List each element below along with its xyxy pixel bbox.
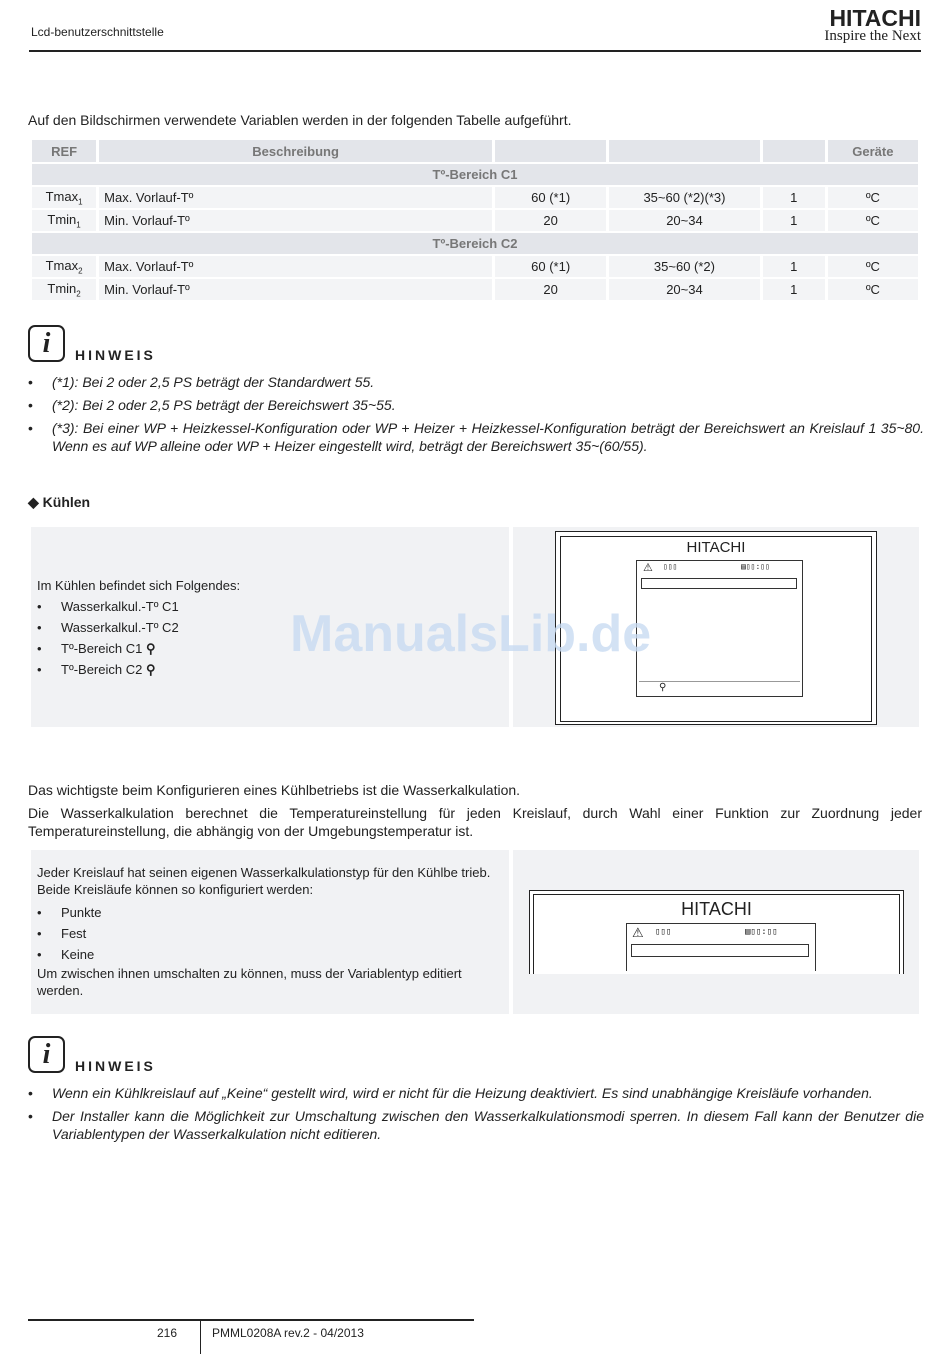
page-number: 216 (157, 1326, 178, 1340)
wrench-icon: ⚲ (145, 662, 156, 677)
default-cell: 60 (*1) (495, 187, 606, 208)
info-icon: i (28, 1036, 65, 1073)
hinweis-title: HINWEIS (75, 347, 156, 363)
wrench-icon: ⚲ (145, 641, 156, 656)
col-header-ref: REF (32, 140, 96, 162)
lcd-display (626, 923, 816, 971)
ref-cell: Tmax$_1$ (32, 187, 96, 208)
note-item: • Wenn ein Kühlkreislauf auf „Keine“ gestellt wird, wird er nicht für die Heizung deaktiviert. Es sind unabhängige Kreisläufe vorhanden. (28, 1085, 873, 1101)
kuehlen-items (37, 596, 240, 680)
table-row (32, 279, 918, 300)
brand-tagline: Inspire the Next (824, 28, 921, 44)
step-cell: 1 (763, 187, 825, 208)
range-cell: 35~60 (*2) (609, 256, 759, 277)
list-item: • Wasserkalkul.-Tº C2 (37, 620, 179, 635)
calc-type-items (37, 902, 497, 965)
lcd-display (636, 560, 803, 697)
list-item: • Keine (37, 947, 95, 962)
watermark: ManualsLib.de (290, 605, 652, 663)
selection-bar (641, 578, 797, 589)
segment-display-icon: ▯▯▯ (655, 927, 672, 937)
hitachi-logo (824, 6, 921, 44)
hinweis-notes (28, 1084, 924, 1148)
unit-cell: ºC (828, 256, 918, 277)
hinweis-notes (28, 373, 924, 460)
list-item: • Fest (37, 926, 87, 941)
col-header-default (495, 140, 606, 162)
note-item: • (*1): Bei 2 oder 2,5 PS beträgt der Standardwert 55. (28, 374, 375, 390)
section-title-c2: Tº-Bereich C2 (32, 233, 918, 254)
col-header-desc: Beschreibung (99, 140, 492, 162)
panel-intro: Jeder Kreislauf hat seinen eigenen Wasserkalkulationstyp für den Kühlbe trieb. Beide Kreisläufe können so konfiguriert werden: (37, 865, 491, 897)
list-item: • Tº-Bereich C2 ⚲ (37, 662, 156, 677)
table-header-row (32, 140, 918, 162)
default-cell: 20 (495, 279, 606, 300)
note-item: • Der Installer kann die Möglichkeit zur Umschaltung zwischen den Wasserkalkulationsmodi sperren. In diesem Fall kann der Benutzer die Variablentypen der Wasserkalkulation nicht editieren. (28, 1108, 924, 1142)
panel-outro: Um zwischen ihnen umschalten zu können, muss der Variablentyp editiert werden. (37, 966, 462, 998)
wasserkalkulation-text-panel (31, 850, 509, 1014)
unit-cell: ºC (828, 187, 918, 208)
default-cell: 20 (495, 210, 606, 231)
table-row (32, 187, 918, 208)
document-id: PMML0208A rev.2 - 04/2013 (212, 1326, 364, 1340)
ref-cell: Tmin$_1$ (32, 210, 96, 231)
info-icon: i (28, 325, 65, 362)
col-header-range (609, 140, 759, 162)
range-cell: 20~34 (609, 210, 759, 231)
step-cell: 1 (763, 279, 825, 300)
intro-text: Auf den Bildschirmen verwendete Variablen werden in der folgenden Tabelle aufgeführt. (28, 112, 572, 128)
range-cell: 35~60 (*2)(*3) (609, 187, 759, 208)
panel-intro: Im Kühlen befindet sich Folgendes: (37, 578, 241, 593)
table-section-row (32, 164, 918, 185)
col-header-step (763, 140, 825, 162)
clock-segment-icon: ▤▯▯:▯▯ (741, 562, 770, 571)
wasserkalkulation-screen-panel (513, 850, 919, 1014)
segment-display-icon: ▯▯▯ (663, 562, 678, 571)
desc-cell: Min. Vorlauf-Tº (99, 210, 492, 231)
default-cell: 60 (*1) (495, 256, 606, 277)
note-item: • (*3): Bei einer WP + Heizkessel-Konfiguration oder WP + Heizer + Heizkessel-Konfiguration beträgt der Bereichswert an Kreislauf 1 35~80. Wenn es auf WP alleine oder WP + Heizer eingestellt wird, beträgt der Bereichswert 35~(60/55). (28, 420, 924, 454)
section-title-c1: Tº-Bereich C1 (32, 164, 918, 185)
step-cell: 1 (763, 210, 825, 231)
brand-name: HITACHI (829, 5, 921, 31)
col-header-unit: Geräte (828, 140, 918, 162)
paragraph: Das wichtigste beim Konfigurieren eines Kühlbetriebs ist die Wasserkalkulation. (28, 782, 521, 798)
footer-divider (28, 1319, 474, 1321)
list-item: • Wasserkalkul.-Tº C1 (37, 599, 179, 614)
wrench-icon: ⚲ (659, 682, 667, 693)
unit-cell: ºC (828, 210, 918, 231)
hinweis-title: HINWEIS (75, 1058, 156, 1074)
controller-screen (529, 890, 904, 974)
table-row (32, 210, 918, 231)
paragraph: Die Wasserkalkulation berechnet die Temperatureinstellung für jeden Kreislauf, durch Wahl einer Funktion zur Zuordnung jeder Temperatureinstellung, die abhängig von der Umgebungstemperatur ist. (28, 805, 922, 839)
footer-separator (200, 1321, 201, 1354)
desc-cell: Max. Vorlauf-Tº (99, 187, 492, 208)
section-heading-kuehlen: ◆ Kühlen (28, 494, 91, 510)
warning-icon: ⚠ (632, 925, 644, 940)
step-cell: 1 (763, 256, 825, 277)
screen-brand: HITACHI (686, 539, 746, 556)
table-row (32, 256, 918, 277)
ref-cell: Tmin$_2$ (32, 279, 96, 300)
ref-cell: Tmax$_2$ (32, 256, 96, 277)
table-section-row (32, 233, 918, 254)
header-divider (29, 50, 921, 52)
list-item: • Punkte (37, 905, 102, 920)
note-item: • (*2): Bei 2 oder 2,5 PS beträgt der Bereichswert 35~55. (28, 397, 396, 413)
unit-cell: ºC (828, 279, 918, 300)
clock-segment-icon: ▤▯▯:▯▯ (745, 927, 778, 937)
warning-icon: ⚠ (643, 562, 653, 574)
range-cell: 20~34 (609, 279, 759, 300)
screen-brand: HITACHI (681, 899, 752, 919)
list-item: • Tº-Bereich C1 ⚲ (37, 641, 156, 656)
variables-table (29, 138, 921, 302)
desc-cell: Min. Vorlauf-Tº (99, 279, 492, 300)
section-title: Lcd-benutzerschnittstelle (31, 25, 164, 39)
desc-cell: Max. Vorlauf-Tº (99, 256, 492, 277)
selection-bar (631, 944, 809, 957)
